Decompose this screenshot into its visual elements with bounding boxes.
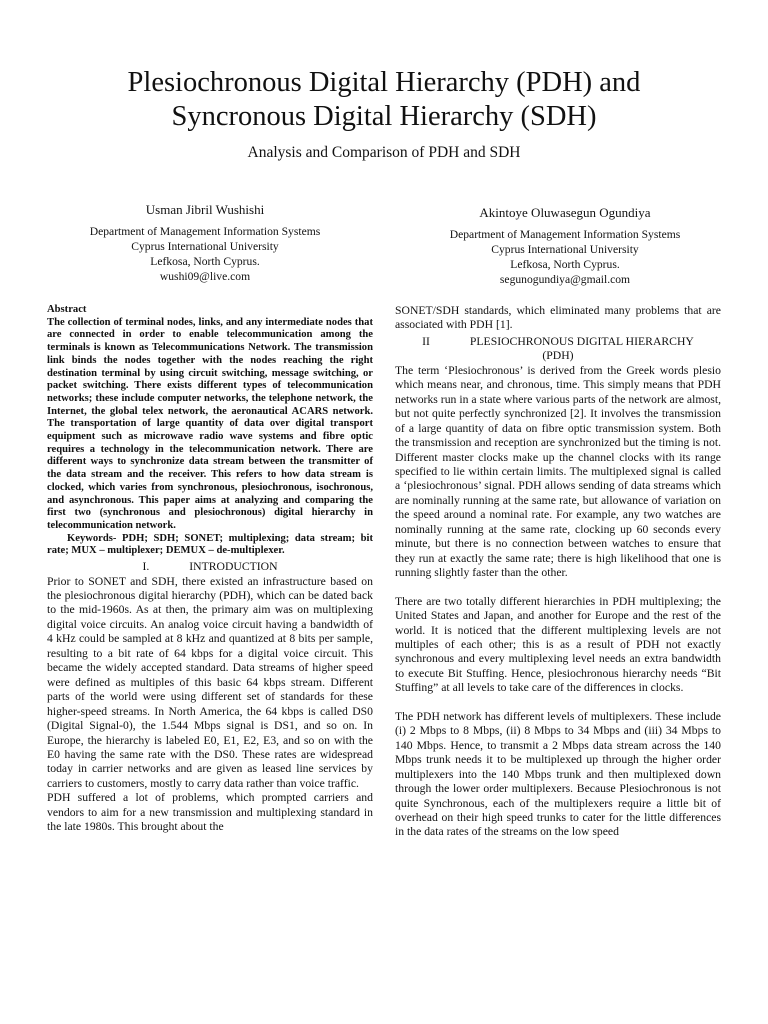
author-location: Lefkosa, North Cyprus.: [150, 255, 260, 268]
right-column: [395, 304, 721, 840]
paper-title-line2: Syncronous Digital Hierarchy (SDH): [171, 101, 597, 132]
author-location: Lefkosa, North Cyprus.: [510, 258, 620, 271]
keywords: Keywords- PDH; SDH; SONET; multiplexing; data stream; bit rate; MUX – multiplexer; DEMUX – de-multiplexer.: [47, 532, 373, 557]
author-name: Akintoye Oluwasegun Ogundiya: [479, 205, 651, 220]
introduction-continuation: SONET/SDH standards, which eliminated many problems that are associated with PDH [1].: [395, 304, 721, 332]
abstract: [47, 304, 373, 533]
section-heading-introduction: [47, 560, 373, 574]
author-department: Department of Management Information Systems: [89, 225, 321, 238]
section-number: II: [422, 334, 430, 348]
pdh-paragraph-2: There are two totally different hierarchies in PDH multiplexing; the United States and Japan, and another for Europe and the rest of the world. It is noticed that the different multiplexing levels are not multiples of each other; this is as a result of PDH not exactly synchronous and every multiplexing level needs an extra bandwidth to execute Bit Stuffing. Hence, plesiochronous hierarchy needs “Bit Stuffing” at all levels to take care of the differences in clocks.: [395, 594, 721, 695]
pdh-paragraph-3: The PDH network has different levels of multiplexers. These include (i) 2 Mbps to 8 Mbps, (ii) 8 Mbps to 34 Mbps and (iii) 34 Mbps to 140 Mbps. Hence, to transmit a 2 Mbps data stream across the 140 Mbps trunk needs it to be multiplexed up through the higher order multiplexers into the 140 Mbps trunk and then multiplexed down through the lower order multiplexers. Because Plesiochronous is not quite Synchronous, each of the multiplexers require a little bit of overhead on their high speed trunks to cater for the little differences in the data rates of the streams on the low speed: [395, 709, 721, 839]
author-block-2: [405, 204, 725, 287]
section-number: I.: [142, 560, 150, 574]
left-column: [47, 304, 373, 835]
paper-title: [40, 66, 728, 134]
author-university: Cyprus International University: [491, 243, 639, 256]
author-name: Usman Jibril Wushishi: [145, 202, 265, 217]
introduction-paragraph-1: Prior to SONET and SDH, there existed an infrastructure based on the plesiochronous digital hierarchy (PDH), which can be dated back to the mid-1960s. As at then, the primary aim was on multiplexing digital voice circuits. An analog voice circuit having a bandwidth of 4 kHz could be sampled at 8 kHz and quantized at 8 bits per sample, resulting to a bit rate of 64 kbps for a digital voice circuit. This became the widely accepted standard. Data streams of higher speed were defined as multiples of this basic 64 kbps stream. Different parts of the world were using different set of standards for these higher-speed streams. In North America, the 64 kbps is called DS0 (Digital Signal-0), the 1.544 Mbps signal is DS1, and so on. In Europe, the hierarchy is labeled E0, E1, E2, E3, and so on with the E0 having the same rate with the DS0. These rates are widespread today in carrier networks and are given as leased line services by carriers to customers, mostly to carry data rather than voice traffic.: [47, 574, 373, 790]
author-email: segunogundiya@gmail.com: [499, 273, 631, 286]
section-title: INTRODUCTION: [189, 560, 278, 574]
author-university: Cyprus International University: [131, 240, 279, 253]
author-department: Department of Management Information Systems: [449, 228, 681, 241]
author-block-1: [50, 201, 360, 284]
section-title-continued: (PDH): [542, 349, 574, 363]
abstract-heading: Abstract: [47, 304, 87, 315]
introduction-paragraph-2: PDH suffered a lot of problems, which prompted carriers and vendors to aim for a new transmission and multiplexing standard in the late 1980s. This brought about the: [47, 791, 373, 834]
section-title: PLESIOCHRONOUS DIGITAL HIERARCHY: [469, 334, 694, 348]
paper-title-line1: Plesiochronous Digital Hierarchy (PDH) and: [127, 67, 641, 98]
pdh-paragraph-1: The term ‘Plesiochronous’ is derived from the Greek words plesio which means near, and chronous, time. This simply means that PDH networks run in a state where various parts of the network are almost, but not quite perfectly synchronized [2]. It involves the transmission of a large quantity of data on fibre optic transmission system. Both the transmission and reception are synchronized but the timing is not. Different master clocks make up the channel clocks with its range specified to lie within certain limits. The multiplexed signal is called a ‘plesiochronous’ signal. PDH allows sending of data streams which are nominally running at the same rate, but allowance of variation on the speed around a nominal rate. For example, any two watches are nominally running at the same rate, clocking up 60 seconds every minute, but there is no connection between watches to ensure that they run at exactly the same rate; there is high likelihood that one is running slightly faster than the other.: [395, 363, 721, 580]
author-email: wushi09@live.com: [159, 270, 251, 283]
abstract-body: The collection of terminal nodes, links, and any intermediate nodes that are connected in order to enable telecommunication among the terminals is known as Telecommunications Network. The transmission link binds the nodes together with the nodes reaching the right destination terminal by using circuit switching, message switching, or packet switching. There exists different types of telecommunication networks; these include computer networks, the telephone network, the Internet, the global telex network, the aeronautical ACARS network. The transportation of large quantity of data over digital transport equipment such as microwave radio wave systems and fibre optic requires a technology in the telecommunication network. There are different ways to synchronize data stream between the transmitter of the data stream and the receiver. This refers to how data stream is clocked, which varies from synchronous, plesiochronous, isochronous, and asynchronous. This paper aims at analyzing and comparing the first two (synchronous and plesiochronous) digital hierarchy in telecommunication network.: [47, 316, 373, 531]
paper-subtitle: Analysis and Comparison of PDH and SDH: [247, 144, 521, 161]
section-heading-pdh: [395, 335, 721, 364]
